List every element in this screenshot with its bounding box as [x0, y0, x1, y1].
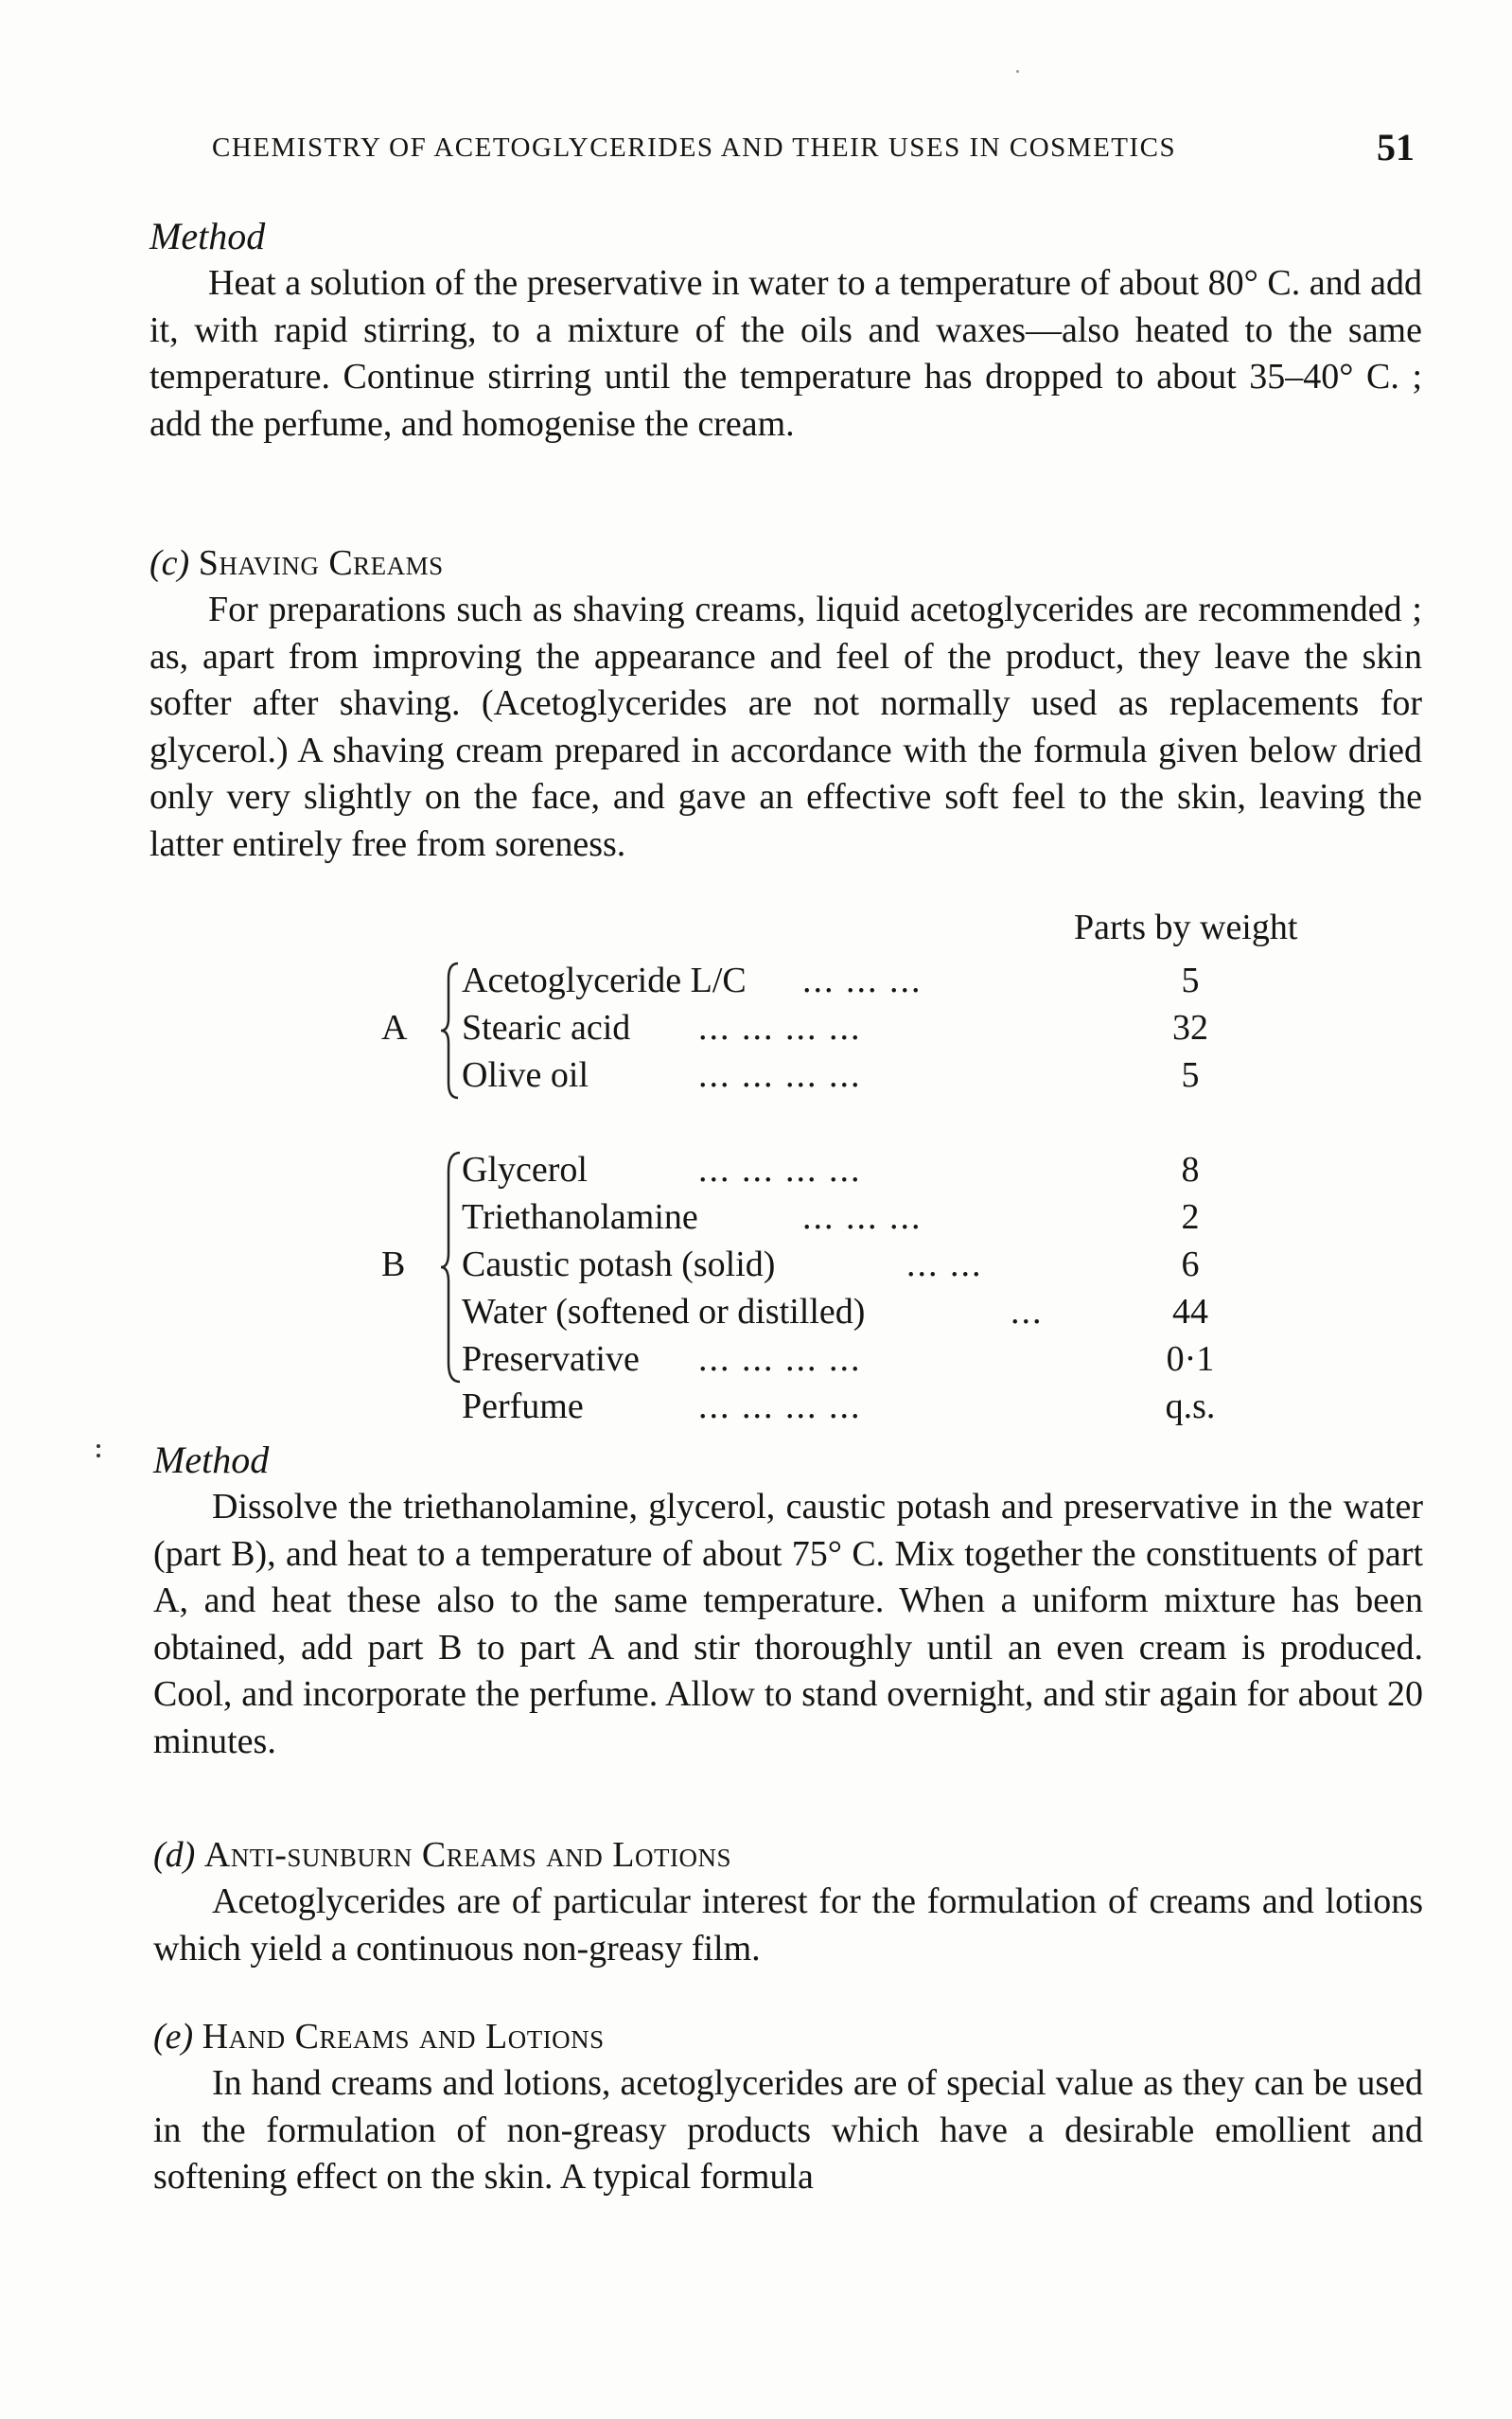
section-shaving-creams — [149, 539, 1422, 868]
ingredient-name: Acetoglyceride L/C — [462, 961, 747, 1000]
section-heading — [153, 1831, 1423, 1879]
section-hand-creams — [153, 2013, 1423, 2201]
section-title: Hand Creams and Lotions — [202, 2017, 605, 2057]
group-a-label: A — [381, 1008, 408, 1048]
method-section-1 — [149, 213, 1422, 448]
ingredient-name: Triethanolamine — [462, 1197, 698, 1237]
ingredient-value: 0·1 — [1166, 1339, 1215, 1379]
method-heading: Method — [153, 1439, 270, 1481]
formula-table — [360, 907, 1419, 1437]
leader-dots: ... ... ... — [802, 1197, 923, 1237]
leader-dots: ... ... ... ... — [698, 1055, 862, 1095]
method-heading: Method — [149, 215, 266, 257]
ingredient-value: 5 — [1181, 1055, 1200, 1095]
margin-mark — [97, 1444, 100, 1473]
ingredient-name: Stearic acid — [462, 1008, 631, 1048]
section-letter: (e) — [153, 2017, 194, 2057]
ingredient-value: 6 — [1181, 1245, 1200, 1284]
section-paragraph: Acetoglycerides are of particular interest for the formulation of creams and lotions which yield a continuous non-greasy film. — [153, 1881, 1423, 1969]
section-anti-sunburn — [153, 1831, 1423, 1972]
section-title: Shaving Creams — [198, 543, 444, 583]
ingredient-value: q.s. — [1165, 1386, 1216, 1426]
leader-dots: ... ... ... — [802, 961, 923, 1000]
leader-dots: ... — [1011, 1292, 1044, 1332]
section-title: Anti-sunburn Creams and Lotions — [203, 1835, 731, 1875]
group-b-label: B — [381, 1245, 406, 1284]
ingredient-name: Caustic potash (solid) — [462, 1245, 776, 1284]
method-paragraph: Heat a solution of the preservative in water to a temperature of about 80° C. and add it, with rapid stirring, to a mixture of the oils and waxes—also heated to the same temperature. Continue stirring until the temperature has dropped to about 35–40° C. ; add the perfume, and homogenise the cream. — [149, 263, 1422, 444]
section-paragraph: In hand creams and lotions, acetoglycerides are of special value as they can be used in the formulation of non-greasy products which have a desirable emollient and softening effect on the skin. A typical formula — [153, 2063, 1423, 2197]
page-number: 51 — [1377, 126, 1415, 168]
method-paragraph: Dissolve the triethanolamine, glycerol, caustic potash and preservative in the water (part B), and heat to a temperature of about 75° C. Mix together the constituents of part A, and heat these also to the same temperature. When a uniform mixture has been obtained, add part B to part A and stir thoroughly until an even cream is produced. Cool, and incorporate the perfume. Allow to stand overnight, and stir again for about 20 minutes. — [153, 1487, 1423, 1761]
section-paragraph: For preparations such as shaving creams, liquid acetoglycerides are recommended ; as, apart from improving the appearance and feel of the product, they leave the skin softer after shaving. (Acetoglycerides are not normally used as replacements for glycerol.) A shaving cream prepared in accordance with the formula given below dried only very slightly on the face, and gave an effective soft feel to the skin, leaving the latter entirely free from soreness. — [149, 590, 1422, 864]
section-letter: (d) — [153, 1835, 196, 1875]
leader-dots: ... ... ... ... — [698, 1339, 862, 1379]
leader-dots: ... ... ... ... — [698, 1386, 862, 1426]
leader-dots: ... ... ... ... — [698, 1008, 862, 1048]
group-a-brace — [439, 960, 462, 1102]
ingredient-value: 5 — [1181, 961, 1200, 1000]
column-header: Parts by weight — [1074, 908, 1298, 947]
section-heading — [149, 539, 1422, 587]
ingredient-name: Olive oil — [462, 1055, 589, 1095]
ingredient-value: 2 — [1181, 1197, 1200, 1237]
speck-mark — [1016, 70, 1019, 73]
ingredient-name: Preservative — [462, 1339, 640, 1379]
ingredient-value: 32 — [1172, 1008, 1208, 1048]
ingredient-value: 8 — [1181, 1150, 1200, 1190]
leader-dots: ... ... — [906, 1245, 983, 1284]
ingredient-name: Water (softened or distilled) — [462, 1292, 866, 1332]
section-letter: (c) — [149, 543, 190, 583]
method-section-2 — [153, 1437, 1423, 1765]
group-b-brace — [439, 1149, 462, 1386]
ingredient-name: Perfume — [462, 1386, 584, 1426]
leader-dots: ... ... ... ... — [698, 1150, 862, 1190]
ingredient-value: 44 — [1172, 1292, 1208, 1332]
section-heading — [153, 2013, 1423, 2060]
ingredient-name: Glycerol — [462, 1150, 588, 1190]
running-head: CHEMISTRY OF ACETOGLYCERIDES AND THEIR USES IN COSMETICS — [212, 132, 1177, 163]
